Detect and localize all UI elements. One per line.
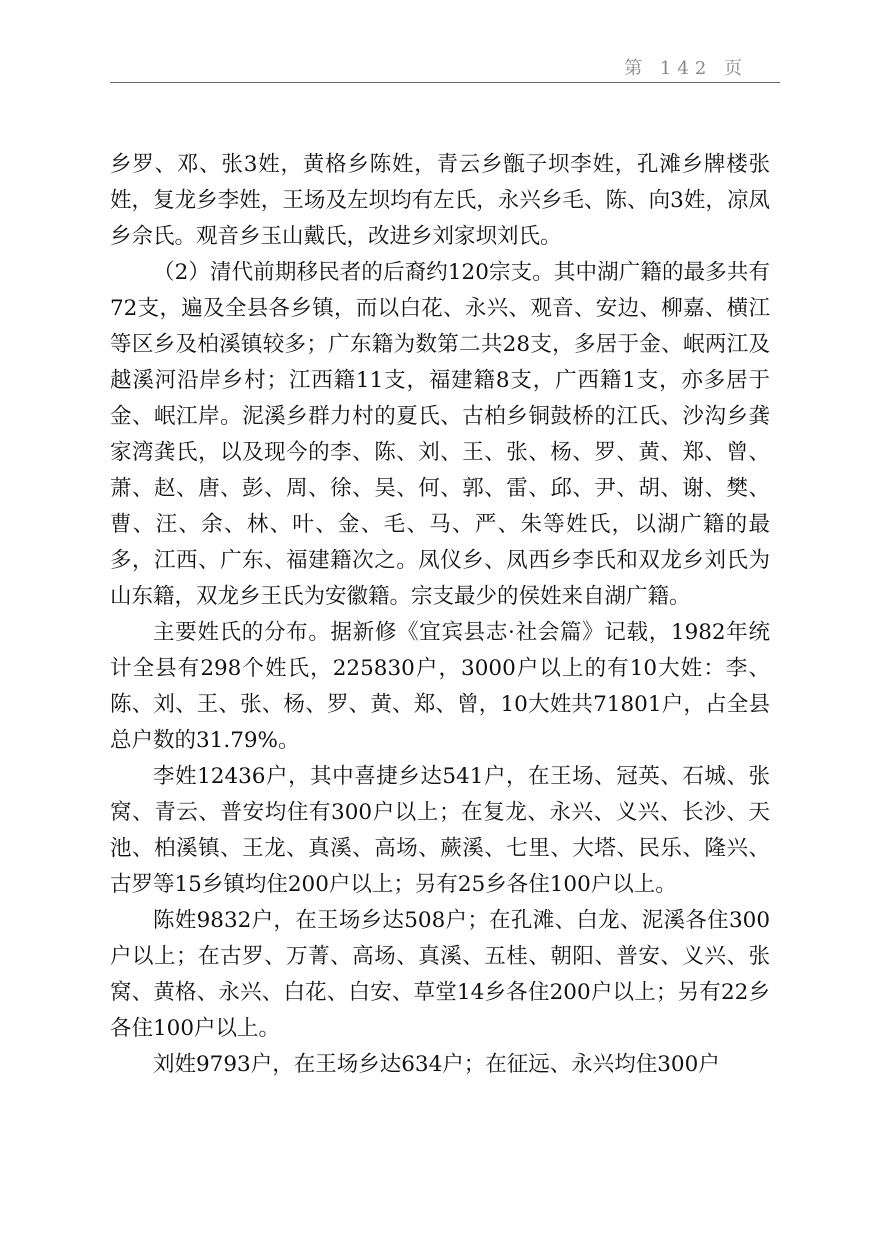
paragraph-surname-distribution: 主要姓氏的分布。据新修《宜宾县志·社会篇》记载，1982年统计全县有298个姓氏，225830户，3000户以上的有10大姓：李、陈、刘、王、张、杨、罗、黄、郑、曾，10大姓共71801户，占全县总户数的31.79%。 — [110, 620, 770, 753]
page-header — [110, 50, 780, 83]
paragraph-continued: 乡罗、邓、张3姓，黄格乡陈姓，青云乡甑子坝李姓，孔滩乡牌楼张姓，复龙乡李姓，王场及左坝均有左氏，永兴乡毛、陈、向3姓，凉凤乡佘氏。观音乡玉山戴氏，改进乡刘家坝刘氏。 — [110, 152, 770, 249]
paragraph-liu-surname: 刘姓9793户，在王场乡达634户；在征远、永兴均住300户 — [153, 1052, 720, 1077]
paragraph-li-surname: 李姓12436户，其中喜捷乡达541户，在王场、冠英、石城、张窝、青云、普安均住有300户以上；在复龙、永兴、义兴、长沙、天池、柏溪镇、王龙、真溪、高场、蕨溪、七里、大塔、民乐、隆兴、古罗等15乡镇均住200户以上；另有25乡各住100户以上。 — [110, 764, 770, 897]
page-number: 第 142 页 — [624, 58, 748, 79]
paragraph-qing-migrants: （2）清代前期移民者的后裔约120宗支。其中湖广籍的最多共有72支，遍及全县各乡镇，而以白花、永兴、观音、安边、柳嘉、横江等区乡及柏溪镇较多；广东籍为数第二共28支，多居于金、岷两江及越溪河沿岸乡村；江西籍11支，福建籍8支，广西籍1支，亦多居于金、岷江岸。泥溪乡群力村的夏氏、古柏乡铜鼓桥的江氏、沙沟乡龚家湾龚氏，以及现今的李、陈、刘、王、张、杨、罗、黄、郑、曾、萧、赵、唐、彭、周、徐、吴、何、郭、雷、邱、尹、胡、谢、樊、曹、汪、余、林、叶、金、毛、马、严、朱等姓氏，以湖广籍的最多，江西、广东、福建籍次之。凤仪乡、凤西乡李氏和双龙乡刘氏为山东籍，双龙乡王氏为安徽籍。宗支最少的侯姓来自湖广籍。 — [110, 260, 770, 609]
document-body — [110, 147, 770, 1083]
paragraph-chen-surname: 陈姓9832户，在王场乡达508户；在孔滩、白龙、泥溪各住300户以上；在古罗、万菁、高场、真溪、五桂、朝阳、普安、义兴、张窝、黄格、永兴、白花、白安、草堂14乡各住200户以上；另有22乡各住100户以上。 — [110, 908, 770, 1041]
